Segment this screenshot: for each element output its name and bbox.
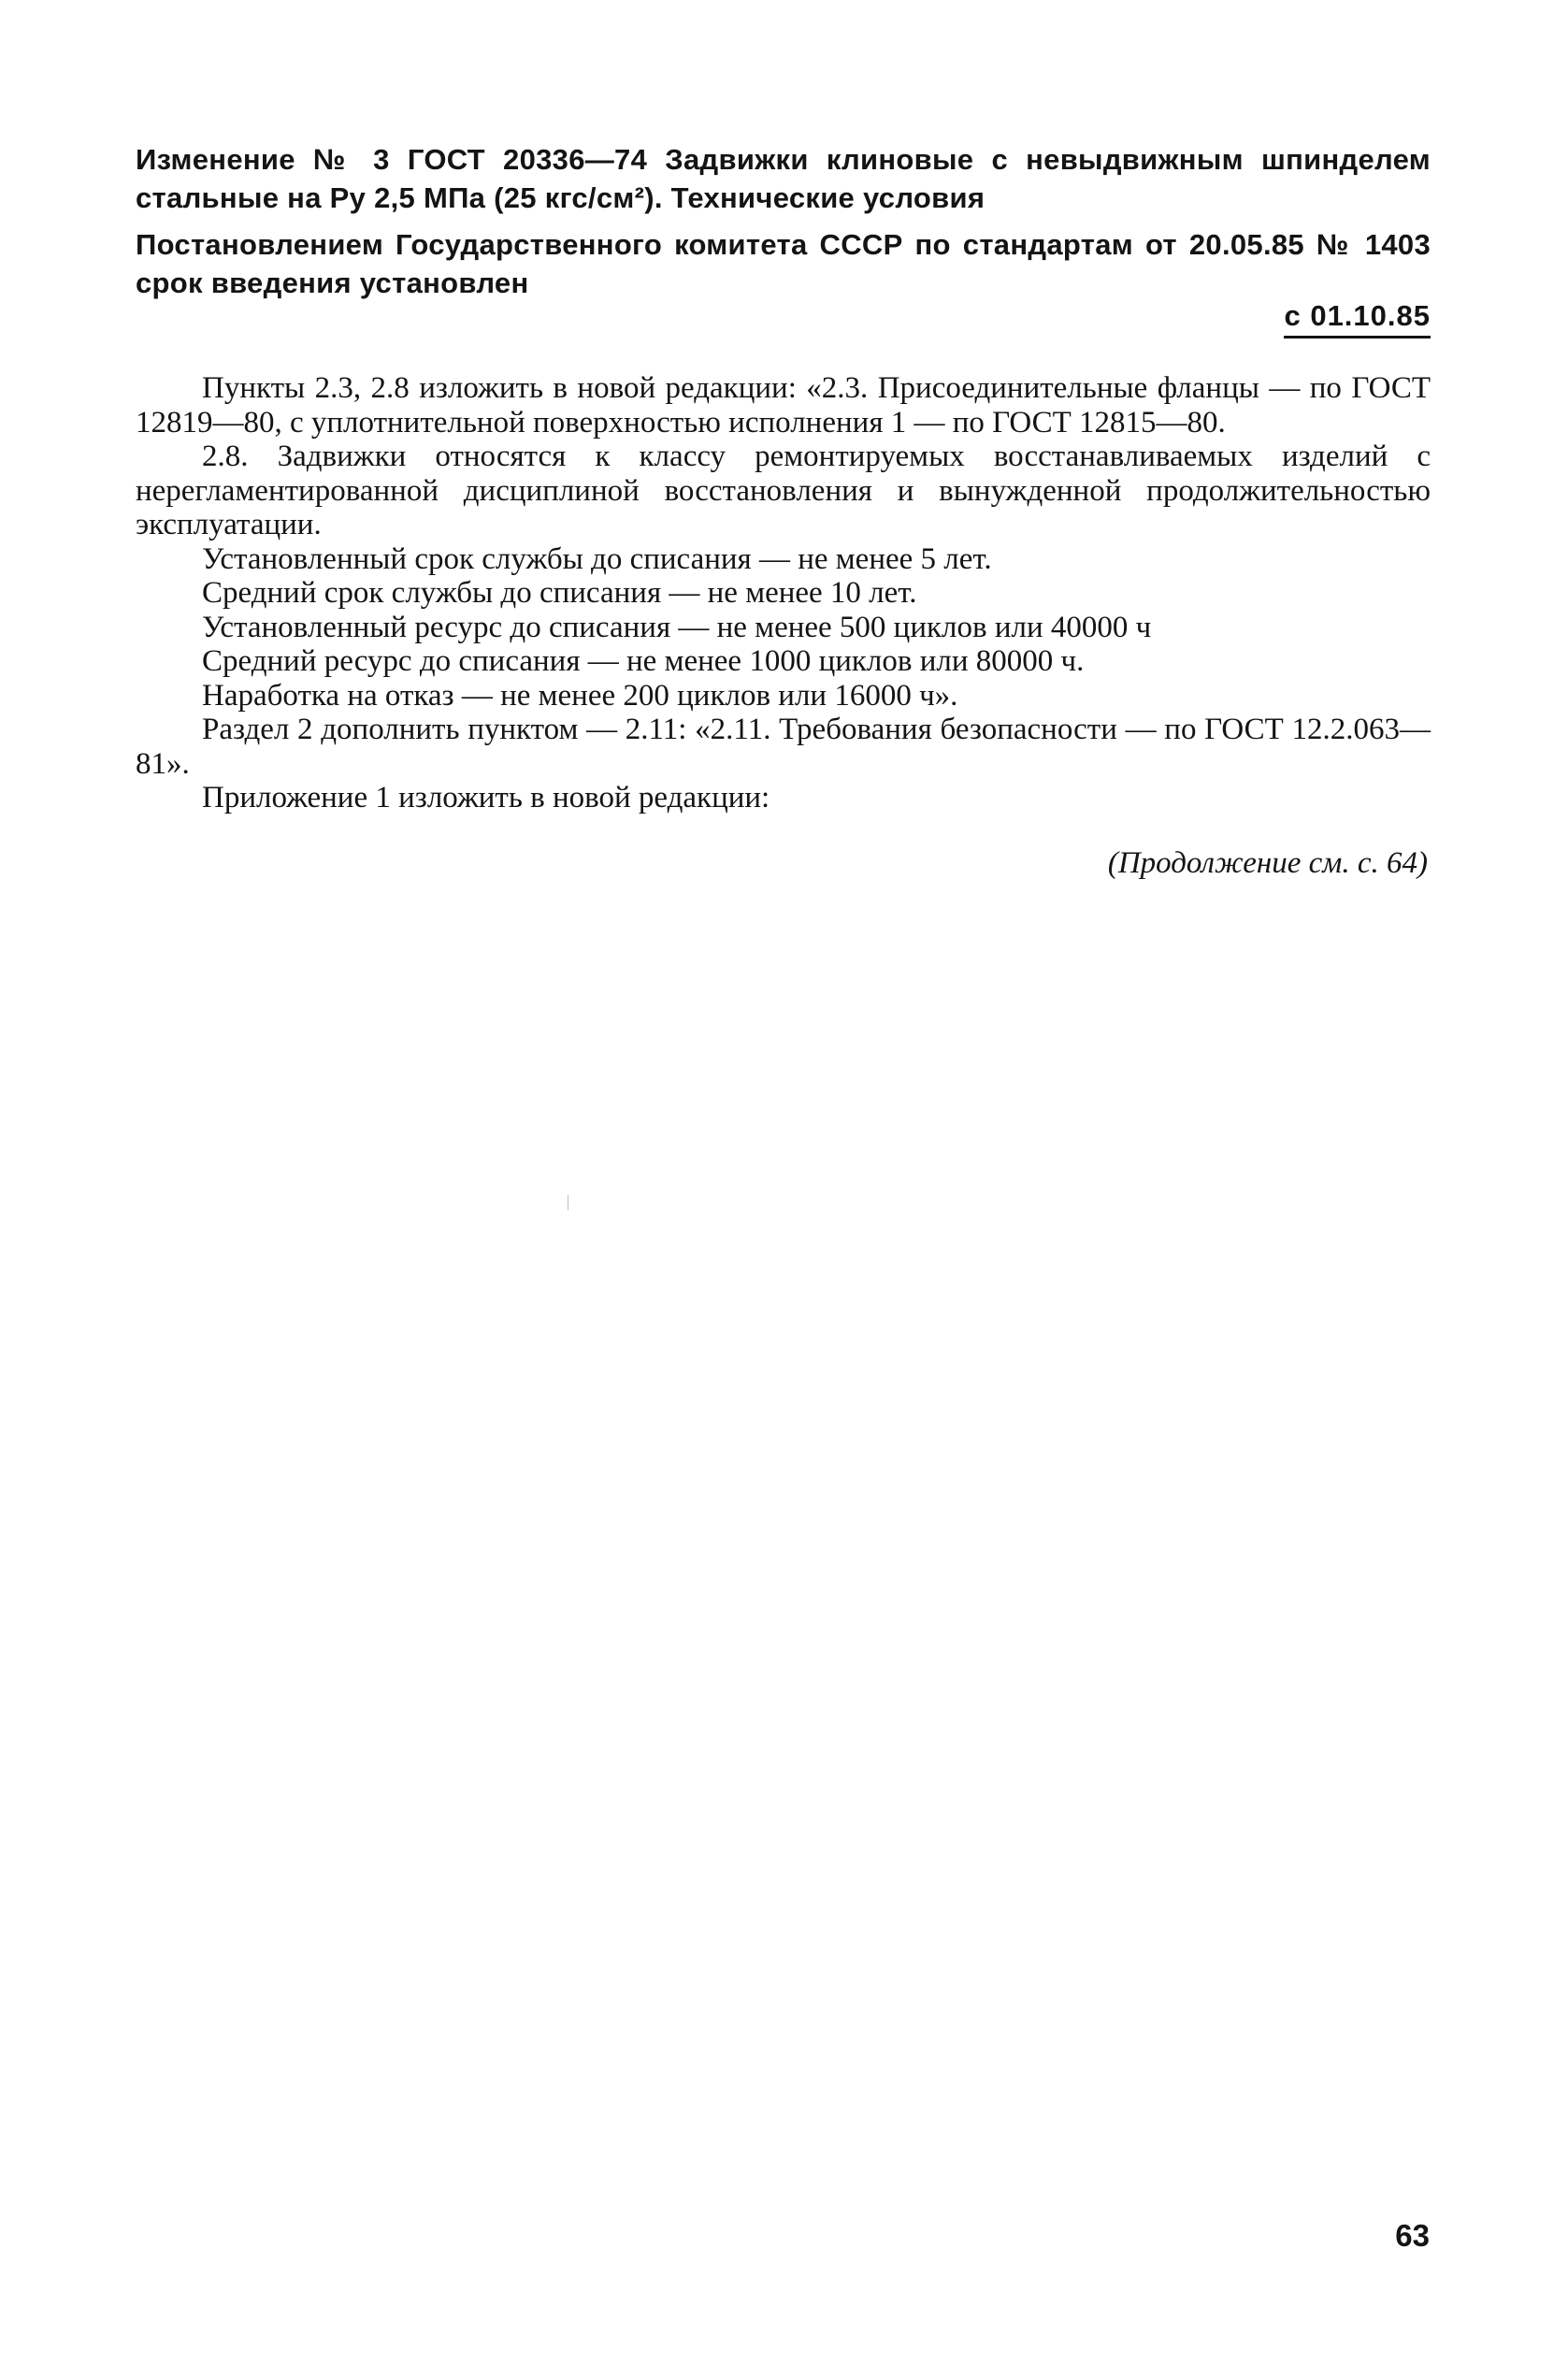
paragraph-service-life: Установленный срок службы до списания — не менее 5 лет. [202, 541, 992, 576]
paragraph-mtbf: Наработка на отказ — не менее 200 циклов или 16000 ч». [202, 678, 958, 713]
paragraph-clause-2-8: 2.8. Задвижки относятся к классу ремонтируемых восстанавливаемых изделий с нерегламентированной дисциплиной восстановления и вынужденной продолжительностью эксплуатации. [136, 440, 1431, 541]
paragraph-clauses-2-3: Пункты 2.3, 2.8 изложить в новой редакции: «2.3. Присоединительные фланцы — по ГОСТ 12819—80, с уплотнительной поверхностью исполнения 1 — по ГОСТ 12815—80. [136, 371, 1431, 440]
paragraph-section-2-addition: Раздел 2 дополнить пунктом — 2.11: «2.11. Требования безопасности — по ГОСТ 12.2.063—81». [136, 713, 1431, 781]
paragraph-mean-resource: Средний ресурс до списания — не менее 1000 циклов или 80000 ч. [202, 644, 1085, 678]
paragraph-resource: Установленный ресурс до списания — не менее 500 циклов или 40000 ч [202, 610, 1152, 644]
paragraph-appendix-1: Приложение 1 изложить в новой редакции: [202, 781, 770, 814]
page-number: 63 [1395, 2218, 1430, 2253]
effective-date: с 01.10.85 [1284, 300, 1431, 339]
resolution-statement: Постановлением Государственного комитета СССР по стандартам от 20.05.85 № 1403 срок введения установлен [136, 228, 1431, 299]
continuation-note: (Продолжение см. с. 64) [1107, 846, 1428, 880]
paragraph-mean-service-life: Средний срок службы до списания — не менее 10 лет. [202, 576, 917, 610]
amendment-title: Изменение № 3 ГОСТ 20336—74 Задвижки клиновые с невыдвижным шпинделем стальные на Pу 2,5 МПа (25 кгс/см²). Технические условия [136, 143, 1431, 214]
amendment-body [136, 371, 1431, 815]
